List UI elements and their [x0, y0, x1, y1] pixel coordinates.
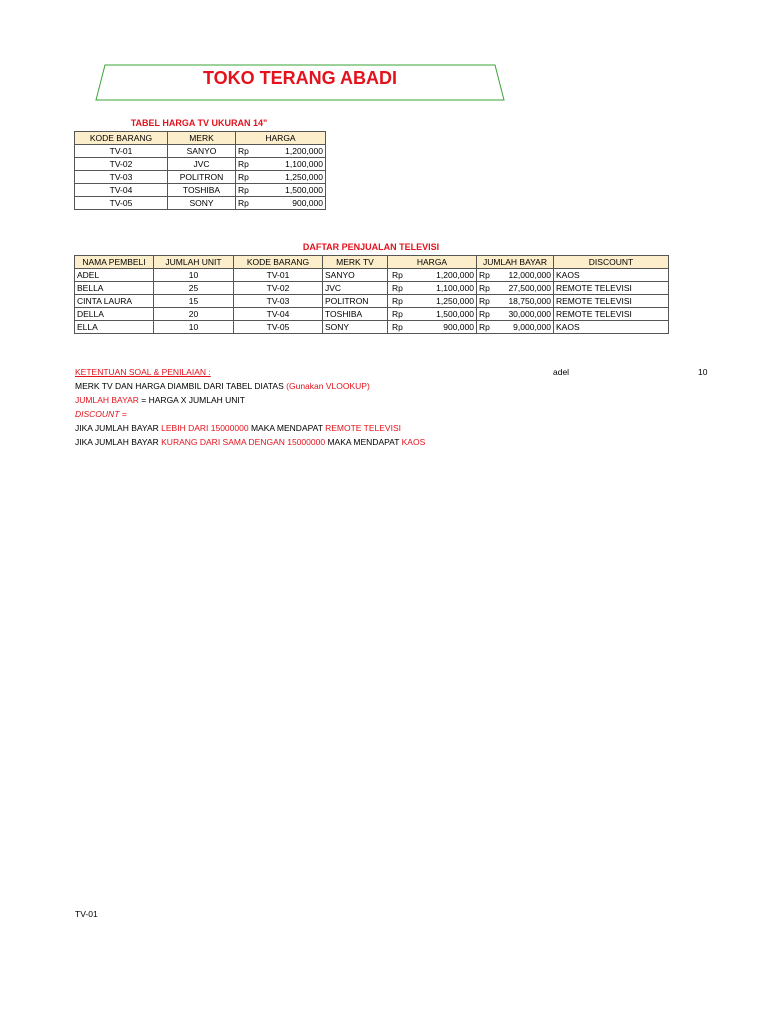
currency-label: Rp	[479, 322, 490, 332]
sales-table-header	[75, 256, 669, 269]
price-value: 1,250,000	[436, 296, 474, 306]
rule-text: MAKA MENDAPAT	[250, 423, 323, 433]
total-value: 30,000,000	[508, 309, 551, 319]
rule-text: JIKA JUMLAH BAYAR	[75, 437, 159, 447]
side-cell-name[interactable]: adel	[553, 367, 570, 377]
rule-text: = HARGA X JUMLAH UNIT	[141, 395, 245, 405]
currency-label: Rp	[479, 296, 490, 306]
currency-label: Rp	[392, 309, 403, 319]
table-cell[interactable]: ADEL	[75, 269, 154, 282]
table-cell[interactable]: TV-02	[234, 282, 323, 295]
price-table-header	[75, 132, 326, 145]
rule-text: JIKA JUMLAH BAYAR	[75, 423, 159, 433]
table-cell[interactable]: SANYO	[168, 145, 236, 158]
column-header[interactable]: HARGA	[236, 132, 326, 145]
currency-label: Rp	[392, 296, 403, 306]
table-cell[interactable]: JVC	[323, 282, 388, 295]
table-cell[interactable]: CINTA LAURA	[75, 295, 154, 308]
currency-label: Rp	[479, 309, 490, 319]
price-value: 1,200,000	[285, 146, 323, 156]
rules-heading: KETENTUAN SOAL & PENILAIAN :	[75, 367, 211, 377]
currency-label: Rp	[392, 322, 403, 332]
total-value: 27,500,000	[508, 283, 551, 293]
table-cell[interactable]: TV-01	[234, 269, 323, 282]
currency-label: Rp	[392, 283, 403, 293]
sales-table	[74, 255, 669, 334]
column-header[interactable]: KODE BARANG	[234, 256, 323, 269]
page-title: TOKO TERANG ABADI	[202, 68, 397, 88]
table-cell[interactable]: POLITRON	[168, 171, 236, 184]
table-cell[interactable]	[388, 282, 477, 295]
rule-highlight: KURANG DARI SAMA DENGAN 15000000	[161, 437, 326, 447]
table-cell[interactable]: 15	[154, 295, 234, 308]
table-cell[interactable]: REMOTE TELEVISI	[554, 282, 669, 295]
table-row	[75, 145, 326, 158]
table-cell[interactable]: TOSHIBA	[168, 184, 236, 197]
column-header[interactable]: DISCOUNT	[554, 256, 669, 269]
table-cell[interactable]: REMOTE TELEVISI	[554, 308, 669, 321]
column-header[interactable]: NAMA PEMBELI	[75, 256, 154, 269]
currency-label: Rp	[238, 159, 249, 169]
table-cell[interactable]	[236, 145, 326, 158]
table-cell[interactable]	[477, 308, 554, 321]
table-cell[interactable]: TV-01	[75, 145, 168, 158]
currency-label: Rp	[238, 185, 249, 195]
table-cell[interactable]: SONY	[323, 321, 388, 334]
rule-highlight: LEBIH DARI 15000000	[161, 423, 249, 433]
rule-text: MERK TV DAN HARGA DIAMBIL DARI TABEL DIATAS	[75, 381, 284, 391]
table-row	[75, 269, 669, 282]
table-row	[75, 184, 326, 197]
table-row	[75, 158, 326, 171]
table-cell[interactable]: TV-03	[75, 171, 168, 184]
price-table	[74, 131, 326, 210]
table-cell[interactable]: TV-03	[234, 295, 323, 308]
column-header[interactable]: JUMLAH UNIT	[154, 256, 234, 269]
rule-highlight: JUMLAH BAYAR	[75, 395, 139, 405]
table-cell[interactable]	[388, 269, 477, 282]
table-cell[interactable]	[236, 184, 326, 197]
column-header[interactable]: MERK	[168, 132, 236, 145]
total-value: 18,750,000	[508, 296, 551, 306]
currency-label: Rp	[238, 198, 249, 208]
table-cell[interactable]: TV-04	[234, 308, 323, 321]
price-table-caption: TABEL HARGA TV UKURAN 14"	[130, 118, 268, 128]
price-value: 1,500,000	[285, 185, 323, 195]
price-value: 1,500,000	[436, 309, 474, 319]
currency-label: Rp	[238, 172, 249, 182]
table-cell[interactable]: SONY	[168, 197, 236, 210]
rule-line-3: DISCOUNT =	[75, 409, 127, 419]
rule-line-1	[75, 381, 370, 391]
rule-line-5	[75, 437, 425, 447]
table-row	[75, 282, 669, 295]
table-cell[interactable]: KAOS	[554, 321, 669, 334]
footer-cell[interactable]: TV-01	[75, 909, 98, 919]
column-header[interactable]: MERK TV	[323, 256, 388, 269]
price-value: 1,250,000	[285, 172, 323, 182]
table-cell[interactable]: 10	[154, 269, 234, 282]
table-cell[interactable]: TOSHIBA	[323, 308, 388, 321]
table-cell[interactable]	[477, 321, 554, 334]
currency-label: Rp	[392, 270, 403, 280]
rule-highlight: (Gunakan VLOOKUP)	[286, 381, 370, 391]
currency-label: Rp	[238, 146, 249, 156]
table-cell[interactable]: JVC	[168, 158, 236, 171]
table-row	[75, 197, 326, 210]
rule-text: MAKA MENDAPAT	[327, 437, 400, 447]
side-cell-value[interactable]: 10	[698, 367, 708, 377]
table-cell[interactable]: POLITRON	[323, 295, 388, 308]
table-cell[interactable]: TV-05	[234, 321, 323, 334]
column-header[interactable]: JUMLAH BAYAR	[477, 256, 554, 269]
rule-highlight: REMOTE TELEVISI	[325, 423, 401, 433]
total-value: 12,000,000	[508, 270, 551, 280]
table-cell[interactable]: 10	[154, 321, 234, 334]
table-cell[interactable]: SANYO	[323, 269, 388, 282]
table-cell[interactable]: KAOS	[554, 269, 669, 282]
price-value: 1,100,000	[285, 159, 323, 169]
table-row	[75, 308, 669, 321]
table-cell[interactable]: TV-04	[75, 184, 168, 197]
table-cell[interactable]: ELLA	[75, 321, 154, 334]
price-value: 1,100,000	[436, 283, 474, 293]
price-value: 900,000	[292, 198, 323, 208]
sales-table-caption: DAFTAR PENJUALAN TELEVISI	[302, 242, 440, 252]
table-cell[interactable]	[477, 269, 554, 282]
table-cell[interactable]	[388, 321, 477, 334]
table-cell[interactable]: BELLA	[75, 282, 154, 295]
table-cell[interactable]: TV-02	[75, 158, 168, 171]
table-cell[interactable]: 20	[154, 308, 234, 321]
table-cell[interactable]	[236, 158, 326, 171]
rule-line-4	[75, 423, 401, 433]
currency-label: Rp	[479, 270, 490, 280]
rule-line-2	[75, 395, 245, 405]
table-cell[interactable]	[477, 295, 554, 308]
table-cell[interactable]: TV-05	[75, 197, 168, 210]
table-cell[interactable]	[388, 308, 477, 321]
table-cell[interactable]	[388, 295, 477, 308]
table-row	[75, 321, 669, 334]
column-header[interactable]: KODE BARANG	[75, 132, 168, 145]
currency-label: Rp	[479, 283, 490, 293]
rule-highlight: KAOS	[401, 437, 426, 447]
table-cell[interactable]	[236, 197, 326, 210]
table-cell[interactable]	[236, 171, 326, 184]
table-row	[75, 171, 326, 184]
table-cell[interactable]: 25	[154, 282, 234, 295]
table-cell[interactable]: REMOTE TELEVISI	[554, 295, 669, 308]
price-value: 1,200,000	[436, 270, 474, 280]
table-cell[interactable]	[477, 282, 554, 295]
price-value: 900,000	[443, 322, 474, 332]
total-value: 9,000,000	[513, 322, 551, 332]
table-row	[75, 295, 669, 308]
table-cell[interactable]: DELLA	[75, 308, 154, 321]
column-header[interactable]: HARGA	[388, 256, 477, 269]
